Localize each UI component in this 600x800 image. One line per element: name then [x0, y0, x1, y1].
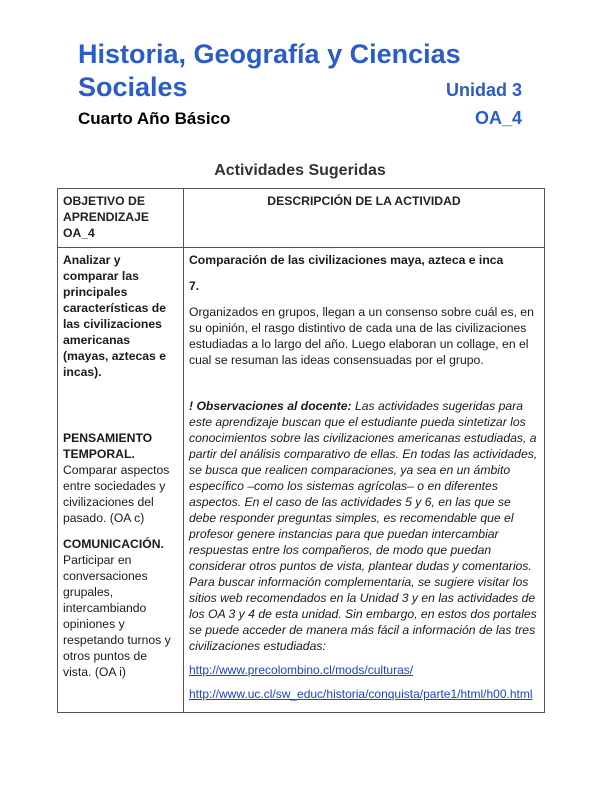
oa-label: OA_4	[474, 108, 522, 128]
activity-title: Comparación de las civilizaciones maya, azteca e inca	[189, 253, 504, 267]
uc-conquista-link[interactable]: http://www.uc.cl/sw_educ/historia/conquista/parte1/html/h00.html	[189, 687, 533, 701]
skill-thinking-title: PENSAMIENTO TEMPORAL.	[63, 431, 153, 461]
objective-header-line1: OBJETIVO DE	[63, 194, 145, 208]
objective-cell	[58, 248, 184, 713]
observations-label: ! Observaciones al docente:	[189, 399, 352, 413]
objective-header-line2: APRENDIZAJE	[63, 210, 150, 224]
objective-header-line3: OA_4	[63, 226, 95, 240]
precolombino-link[interactable]: http://www.precolombino.cl/mods/culturas/	[189, 663, 414, 677]
observations-text: Las actividades sugeridas para este aprendizaje buscan que el estudiante pueda sintetizar los conocimientos sobre las civilizaciones americanas estudiadas, a partir del análisis comparativo de ellas. En todas las actividades, se busca que realicen comparaciones, ya sea en un ámbito específico –como los sistemas agrícolas– o en diferentes aspectos. En el caso de las actividades 5 y 6, en las que se debe responder preguntas simples, es recomendable que el profesor genere instancias para que puedan intercambiar respuestas entre los compañeros, de modo que puedan considerar otros puntos de vista, plantear dudas y comentarios. Para buscar información complementaria, se sugiere visitar los sitios web recomendados en la Unidad 3 y en las actividades de los OA 3 y 4 de esta unidad. Sin embargo, en estos dos portales se puede acceder de manera más fácil a información de las tres civilizaciones estudiadas:	[189, 399, 538, 653]
section-title: Actividades Sugeridas	[214, 162, 386, 179]
document-header	[78, 38, 522, 129]
observations-block	[189, 398, 539, 654]
table-row	[58, 248, 545, 713]
objective-header	[58, 189, 184, 248]
subject-title-line1: Historia, Geografía y Ciencias	[78, 39, 461, 69]
unit-label: Unidad 3	[445, 80, 522, 100]
activity-text: Organizados en grupos, llegan a un consenso sobre cuál es, en su opinión, el rasgo distintivo de cada una de las civilizaciones estudiadas a lo largo del año. Luego elaboran un collage, en el cual se resuman las ideas consensuadas por el grupo.	[189, 305, 534, 367]
activity-number: 7.	[189, 279, 200, 293]
description-cell	[184, 248, 545, 713]
table-header-row	[58, 189, 545, 248]
skill-communication-text: Participar en conversaciones grupales, intercambiando opiniones y respetando turnos y otros puntos de vista. (OA i)	[63, 553, 171, 679]
objective-text: Analizar y comparar las principales características de las civilizaciones americanas (mayas, aztecas e incas).	[63, 253, 166, 379]
description-header: DESCRIPCIÓN DE LA ACTIVIDAD	[184, 189, 545, 248]
skill-thinking-text: Comparar aspectos entre sociedades y civilizaciones del pasado. (OA c)	[63, 463, 170, 525]
grade-row	[78, 108, 522, 129]
activity-table	[57, 188, 545, 713]
skill-communication-title: COMUNICACIÓN.	[63, 537, 164, 551]
title-row	[78, 71, 522, 104]
subject-title-line2: Sociales	[78, 72, 188, 102]
grade-label: Cuarto Año Básico	[78, 109, 231, 128]
